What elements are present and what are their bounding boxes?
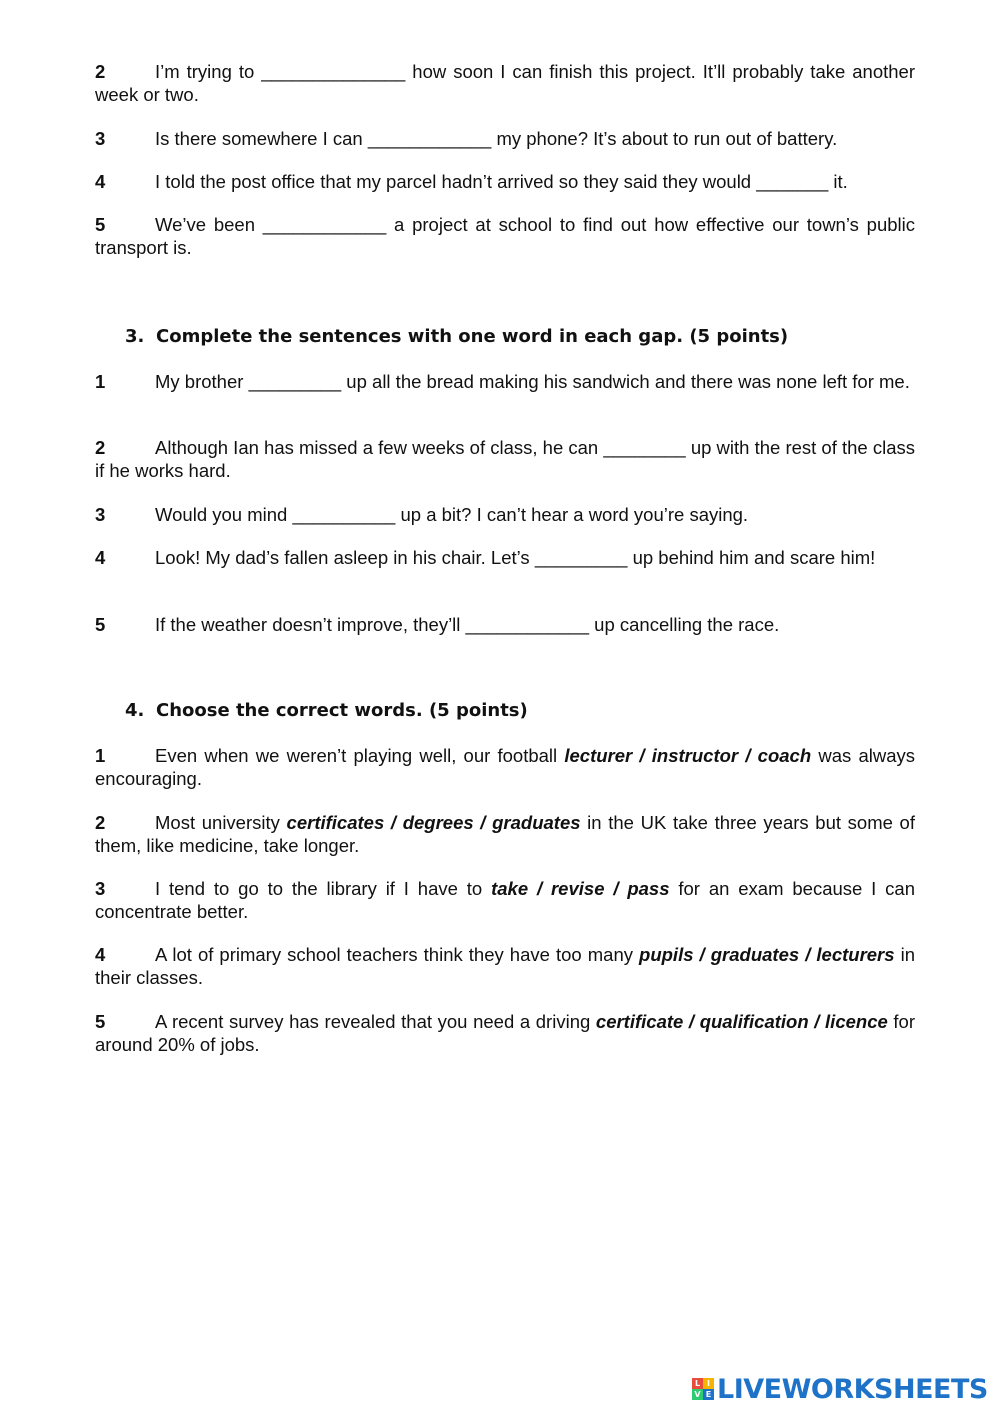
- answer-gap[interactable]: __________: [292, 504, 396, 525]
- question-number: 1: [95, 371, 106, 392]
- s2-question-4: [95, 170, 915, 193]
- question-number: 1: [95, 745, 106, 766]
- s2-question-5: [95, 213, 915, 259]
- question-text-after: a project at school to find out how effective our town’s public transport is.: [95, 214, 915, 258]
- question-text-after: up behind him and scare him!: [627, 547, 876, 568]
- answer-gap[interactable]: _________: [534, 547, 628, 568]
- question-text-before: Most university: [155, 812, 287, 833]
- question-number: 5: [95, 1011, 106, 1032]
- answer-gap[interactable]: _______: [756, 171, 829, 192]
- logo-letter-v: V: [692, 1389, 703, 1400]
- question-text-after: was always encouraging.: [95, 745, 915, 789]
- question-text-after: in their classes.: [95, 944, 915, 988]
- s3-question-1: [95, 370, 915, 393]
- question-number: 2: [95, 437, 106, 458]
- section-title: Complete the sentences with one word in each gap. (5 points): [156, 326, 789, 347]
- question-text-before: Is there somewhere I can: [155, 128, 368, 149]
- answer-gap[interactable]: _________: [248, 371, 342, 392]
- answer-gap[interactable]: ____________: [465, 614, 590, 635]
- question-text-before: I tend to go to the library if I have to: [155, 878, 492, 899]
- question-text-before: A lot of primary school teachers think they have too many: [155, 944, 640, 965]
- question-text-before: I’m trying to: [155, 61, 262, 82]
- word-options[interactable]: lecturer / instructor / coach: [564, 745, 812, 766]
- question-number: 4: [95, 171, 106, 192]
- question-text-before: A recent survey has revealed that you need a driving: [155, 1011, 596, 1032]
- question-text-before: Would you mind: [155, 504, 293, 525]
- question-text-before: I told the post office that my parcel hadn’t arrived so they said they would: [155, 171, 757, 192]
- question-number: 3: [95, 504, 106, 525]
- s4-question-5: [95, 1010, 915, 1056]
- s4-question-2: [95, 811, 915, 857]
- answer-gap[interactable]: ______________: [261, 61, 406, 82]
- question-text-before: We’ve been: [155, 214, 263, 235]
- s3-question-2: [95, 436, 915, 482]
- question-number: 5: [95, 214, 106, 235]
- live-grid-icon: [692, 1378, 714, 1400]
- s2-question-3: [95, 127, 915, 150]
- logo-letter-i: I: [703, 1378, 714, 1389]
- question-text-after: my phone? It’s about to run out of battery.: [491, 128, 838, 149]
- question-text-before: My brother: [155, 371, 249, 392]
- question-text-after: up all the bread making his sandwich and there was none left for me.: [341, 371, 910, 392]
- question-number: 4: [95, 944, 106, 965]
- question-text-before: If the weather doesn’t improve, they’ll: [155, 614, 466, 635]
- question-number: 5: [95, 614, 106, 635]
- logo-letter-l: L: [692, 1378, 703, 1389]
- question-number: 2: [95, 812, 106, 833]
- section-number: 3.: [125, 326, 145, 347]
- word-options[interactable]: certificates / degrees / graduates: [286, 812, 581, 833]
- question-text-after: for around 20% of jobs.: [95, 1011, 915, 1055]
- section-4-heading: [125, 700, 528, 722]
- question-text-after: up with the rest of the class if he works hard.: [95, 437, 916, 481]
- question-number: 3: [95, 878, 106, 899]
- question-text-after: up cancelling the race.: [589, 614, 780, 635]
- word-options[interactable]: certificate / qualification / licence: [595, 1011, 888, 1032]
- answer-gap[interactable]: ____________: [262, 214, 387, 235]
- s4-question-1: [95, 744, 915, 790]
- question-text-after: in the UK take three years but some of them, like medicine, take longer.: [95, 812, 915, 856]
- question-text-after: up a bit? I can’t hear a word you’re saying.: [395, 504, 749, 525]
- answer-gap[interactable]: ____________: [367, 128, 492, 149]
- logo-text: LIVEWORKSHEETS: [717, 1373, 988, 1405]
- section-title: Choose the correct words. (5 points): [156, 700, 528, 721]
- question-text-before: Although Ian has missed a few weeks of class, he can: [155, 437, 604, 458]
- question-number: 4: [95, 547, 106, 568]
- question-text-before: Look! My dad’s fallen asleep in his chair. Let’s: [155, 547, 535, 568]
- answer-gap[interactable]: ________: [603, 437, 686, 458]
- question-text-after: it.: [828, 171, 848, 192]
- s3-question-5: [95, 613, 915, 636]
- section-3-heading: [125, 326, 788, 348]
- question-number: 2: [95, 61, 106, 82]
- word-options[interactable]: take / revise / pass: [491, 878, 670, 899]
- word-options[interactable]: pupils / graduates / lecturers: [639, 944, 895, 965]
- logo-letter-e: E: [703, 1389, 714, 1400]
- liveworksheets-logo: [692, 1374, 988, 1404]
- section-number: 4.: [125, 700, 145, 721]
- question-text-after: how soon I can finish this project. It’ll probably take another week or two.: [95, 61, 915, 105]
- s2-question-2: [95, 60, 915, 106]
- s4-question-4: [95, 943, 915, 989]
- question-text-before: Even when we weren’t playing well, our football: [155, 745, 565, 766]
- s3-question-3: [95, 503, 915, 526]
- question-text-after: for an exam because I can concentrate better.: [95, 878, 916, 922]
- question-number: 3: [95, 128, 106, 149]
- s3-question-4: [95, 546, 915, 569]
- s4-question-3: [95, 877, 915, 923]
